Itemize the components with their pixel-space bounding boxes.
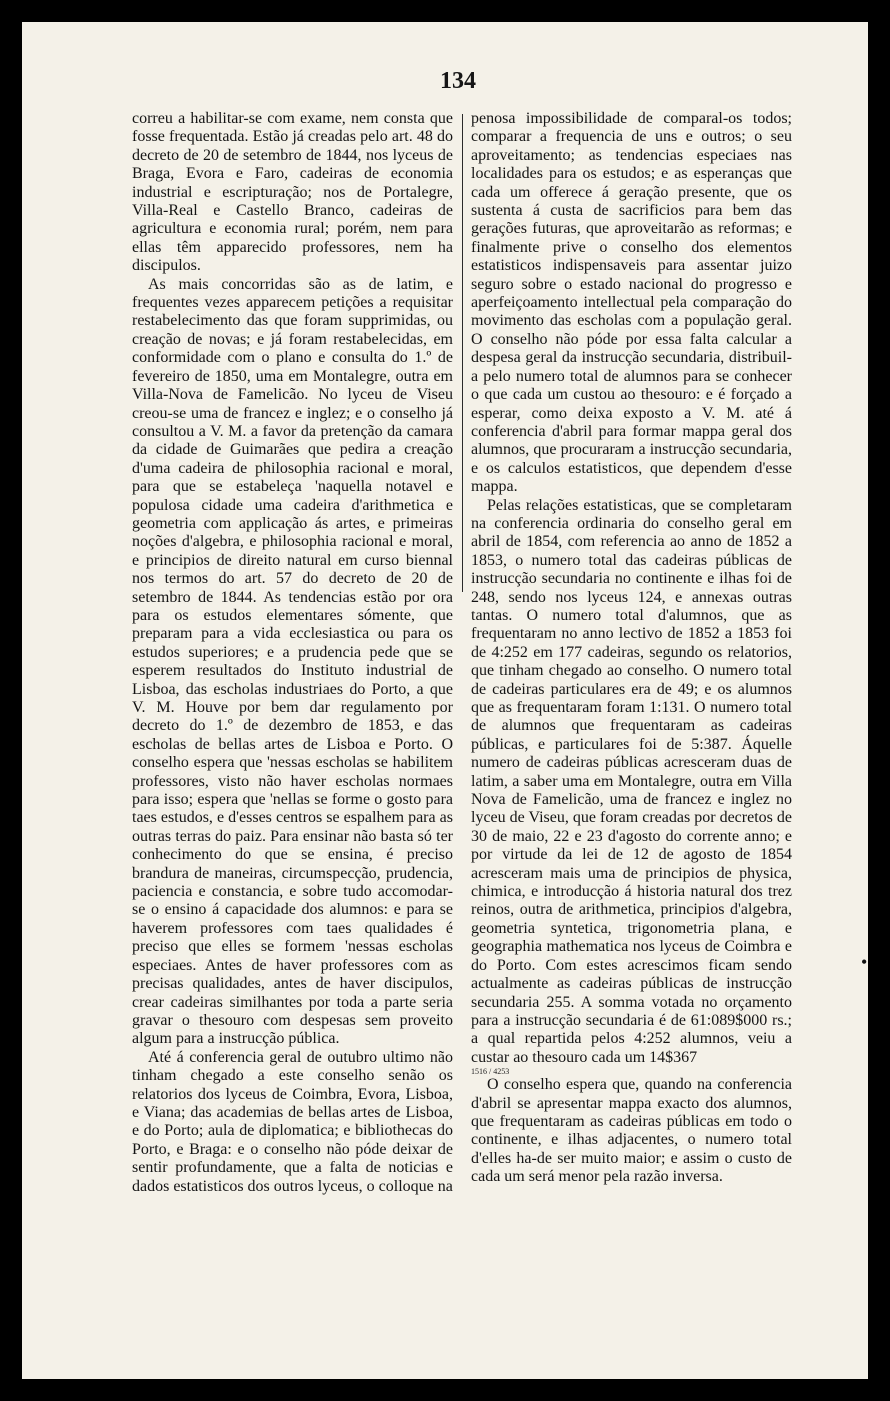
right-paragraph-1: penosa impossibilidade de comparal-os todos; comparar a frequencia de uns e outros; o seu aproveitamento; as tendencias especiaes nas localidades para os estudos; e as esperanças que cada um offerece á geração presente, que os sustenta á custa de sacrificios para bem das gerações futuras, que aproveitarão as reformas; e finalmente prive o conselho dos elementos estatisticos indispensaveis para assentar juizo seguro sobre o estado nacional do progresso e aperfeiçoamento intellectual pela comparação do movimento das escholas com a população geral. O conselho não póde por essa falta calcular a despesa geral da instrucção secundaria, distribuil-a pelo numero total de alumnos para se conhecer o que cada um custou ao thesouro: e é forçado a esperar, como deixa exposto a V. M. até á conferencia d'abril para formar mappa geral dos alumnos, que procuraram a instrucção secundaria, e os calculos estatisticos, que dependem d'esse mappa. — [471, 110, 792, 496]
left-paragraph-2: As mais concorridas são as de latim, e frequentes vezes apparecem petições a requisitar restabelecimento das que foram supprimidas, ou creação de novas; e já foram restabelecidas, em conformidade com o plano e consulta do 1.º de fevereiro de 1850, uma em Montalegre, outra em Villa-Nova de Famelicão. No lyceu de Viseu creou-se uma de francez e inglez; e o conselho já consultou a V. M. a favor da pretenção da camara da cidade de Guimarães que pedira a creação d'uma cadeira de philosophia racional e moral, para que se estabeleça 'naquella notavel e populosa cidade uma cadeira d'arithmetica e geometria com applicação ás artes, e primeiras noções d'algebra, e philosophia racional e moral, e principios de direito natural em curso biennal nos termos do art. 57 do decreto de 20 de setembro de 1844. As tendencias estão por ora para os estudos elementares sómente, que preparam para a vida ecclesiastica ou para os estudos superiores; e a prudencia pede que se esperem resultados do Instituto industrial de Lisboa, das escholas industriaes do Porto, a que V. M. Houve por bem dar regulamento por decreto do 1.º de dezembro de 1853, e das escholas de bellas artes de Lisboa e Porto. O conselho espera que 'nessas escholas se habilitem professores, visto não haver escholas normaes para isso; espera que 'nellas se forme o gosto para taes estudos, e d'esses centros se espalhem para as outras terras do paiz. Para ensinar não basta só ter conhecimento do que se ensina, é preciso brandura de maneiras, circumspecção, prudencia, paciencia e constancia, e sobre tudo accomodar-se o ensino á capacidade dos alumnos: e para se haverem professores com taes qualidades é preciso que elles se formem 'nessas escholas especiaes. Antes de haver professores com as precisas qualidades, antes de haver discipulos, crear cadeiras similhantes por toda a parte seria gravar o thesouro com despesas sem proveito algum para a instrucção pública. — [132, 275, 453, 1048]
left-column — [132, 110, 453, 1196]
margin-mark: • — [861, 952, 868, 972]
page-number: 134 — [440, 68, 476, 94]
left-paragraph-1: correu a habilitar-se com exame, nem consta que fosse frequentada. Estão já creadas pelo art. 48 do decreto de 20 de setembro de 1844, nos lyceus de Braga, Evora e Faro, cadeiras de economia industrial e escripturação; nos de Portalegre, Villa-Real e Castello Branco, cadeiras de agricultura e economia rural; porém, nem para ellas têm apparecido professores, nem ha discipulos. — [132, 110, 453, 275]
right-paragraph-2: Pelas relações estatisticas, que se completaram na conferencia ordinaria do conselho geral em abril de 1854, com referencia ao anno de 1852 a 1853, o numero total das cadeiras públicas de instrucção secundaria no continente e ilhas foi de 248, sendo nos lyceus 124, e annexas outras tantas. O numero total d'alumnos, que as frequentaram no anno lectivo de 1852 a 1853 foi de 4:252 em 177 cadeiras, segundo os relatorios, que tinham chegado ao conselho. O numero total de cadeiras particulares era de 49; e os alumnos que as frequentaram foram 1:131. O numero total de alumnos que frequentaram as cadeiras públicas, e particulares foi de 5:387. Áquelle numero de cadeiras públicas acresceram duas de latim, a saber uma em Montalegre, outra em Villa Nova de Famelicão, uma de francez e inglez no lyceu de Viseu, que foram creadas por decretos de 30 de maio, 22 e 23 d'agosto do corrente anno; e por virtude da lei de 12 de agosto de 1854 acresceram mais uma de principios de physica, chimica, e introducção á historia natural dos trez reinos, outra de arithmetica, principios d'algebra, geometria syntetica, trigonometria plana, e geographia mathematica nos lyceus de Coimbra e do Porto. Com estes acrescimos ficam sendo actualmente as cadeiras públicas de instrucção secundaria 255. A somma votada no orçamento para a instrucção secundaria é de 61:089$000 rs.; a qual repartida pelos 4:252 alumnos, veiu a custar ao thesouro cada um 14$367 — [471, 496, 792, 1066]
right-paragraph-3: O conselho espera que, quando na conferencia d'abril se apresentar mappa exacto dos alumnos, que frequentaram as cadeiras públicas em todo o continente, e ilhas adjacentes, o numero total d'elles ha-de ser muito maior; e assim o custo de cada um será menor pela razão inversa. — [471, 1076, 792, 1186]
left-paragraph-3: Até á conferencia geral de outubro ultimo não tinham chegado a este conselho senão os relatorios dos lyceus de Coimbra, Evora, Lisboa, e Viana; das academias de bellas artes de Lisboa, e do Porto; aula de diplomatica; e bibliothecas do Porto, e Braga: e o conselho não póde deixar de sentir profundamente, que a falta de noticias e dados estatisticos dos outros lyceus, o colloque na — [132, 1048, 453, 1195]
newspaper-page — [22, 22, 868, 1379]
right-column — [471, 110, 792, 1187]
handwritten-note: 1516 / 4253 — [471, 1067, 510, 1077]
column-rule — [462, 114, 463, 592]
